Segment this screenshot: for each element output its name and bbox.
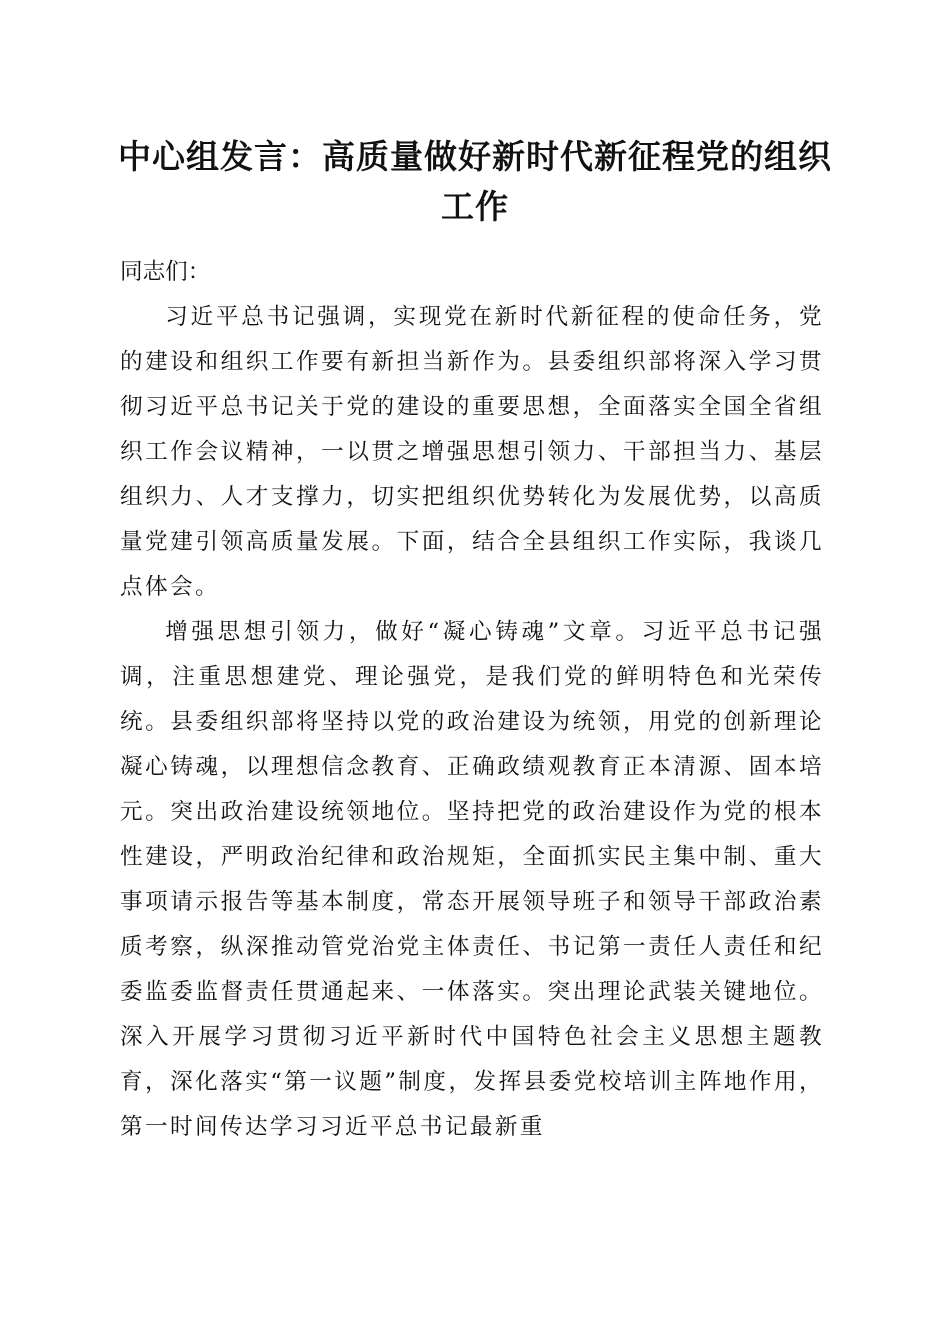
paragraph-intro: 习近平总书记强调，实现党在新时代新征程的使命任务，党的建设和组织工作要有新担当新作为。县委组织部将深入学习贯彻习近平总书记关于党的建设的重要思想，全面落实全国全省组织工作会议精神，一以贯之增强思想引领力、干部担当力、基层组织力、人才支撑力，切实把组织优势转化为发展优势，以高质量党建引领高质量发展。下面，结合全县组织工作实际，我谈几点体会。 (120, 304, 824, 600)
paragraph-thought-leadership: 增强思想引领力，做好“凝心铸魂”文章。习近平总书记强调，注重思想建党、理论强党，是我们党的鲜明特色和光荣传统。县委组织部将坚持以党的政治建设为统领，用党的创新理论凝心铸魂，以理想信念教育、正确政绩观教育正本清源、固本培元。突出政治建设统领地位。坚持把党的政治建设作为党的根本性建设，严明政治纪律和政治规矩，全面抓实民主集中制、重大事项请示报告等基本制度，常态开展领导班子和领导干部政治素质考察，纵深推动管党治党主体责任、书记第一责任人责任和纪委监委监督责任贯通起来、一体落实。突出理论武装关键地位。深入开展学习贯彻习近平新时代中国特色社会主义思想主题教育，深化落实“第一议题”制度，发挥县委党校培训主阵地作用，第一时间传达学习习近平总书记最新重 (120, 619, 824, 1140)
salutation: 同志们： (120, 259, 211, 285)
document-title: 中心组发言：高质量做好新时代新征程党的组织工作 (118, 137, 832, 226)
document-body (120, 250, 824, 1150)
